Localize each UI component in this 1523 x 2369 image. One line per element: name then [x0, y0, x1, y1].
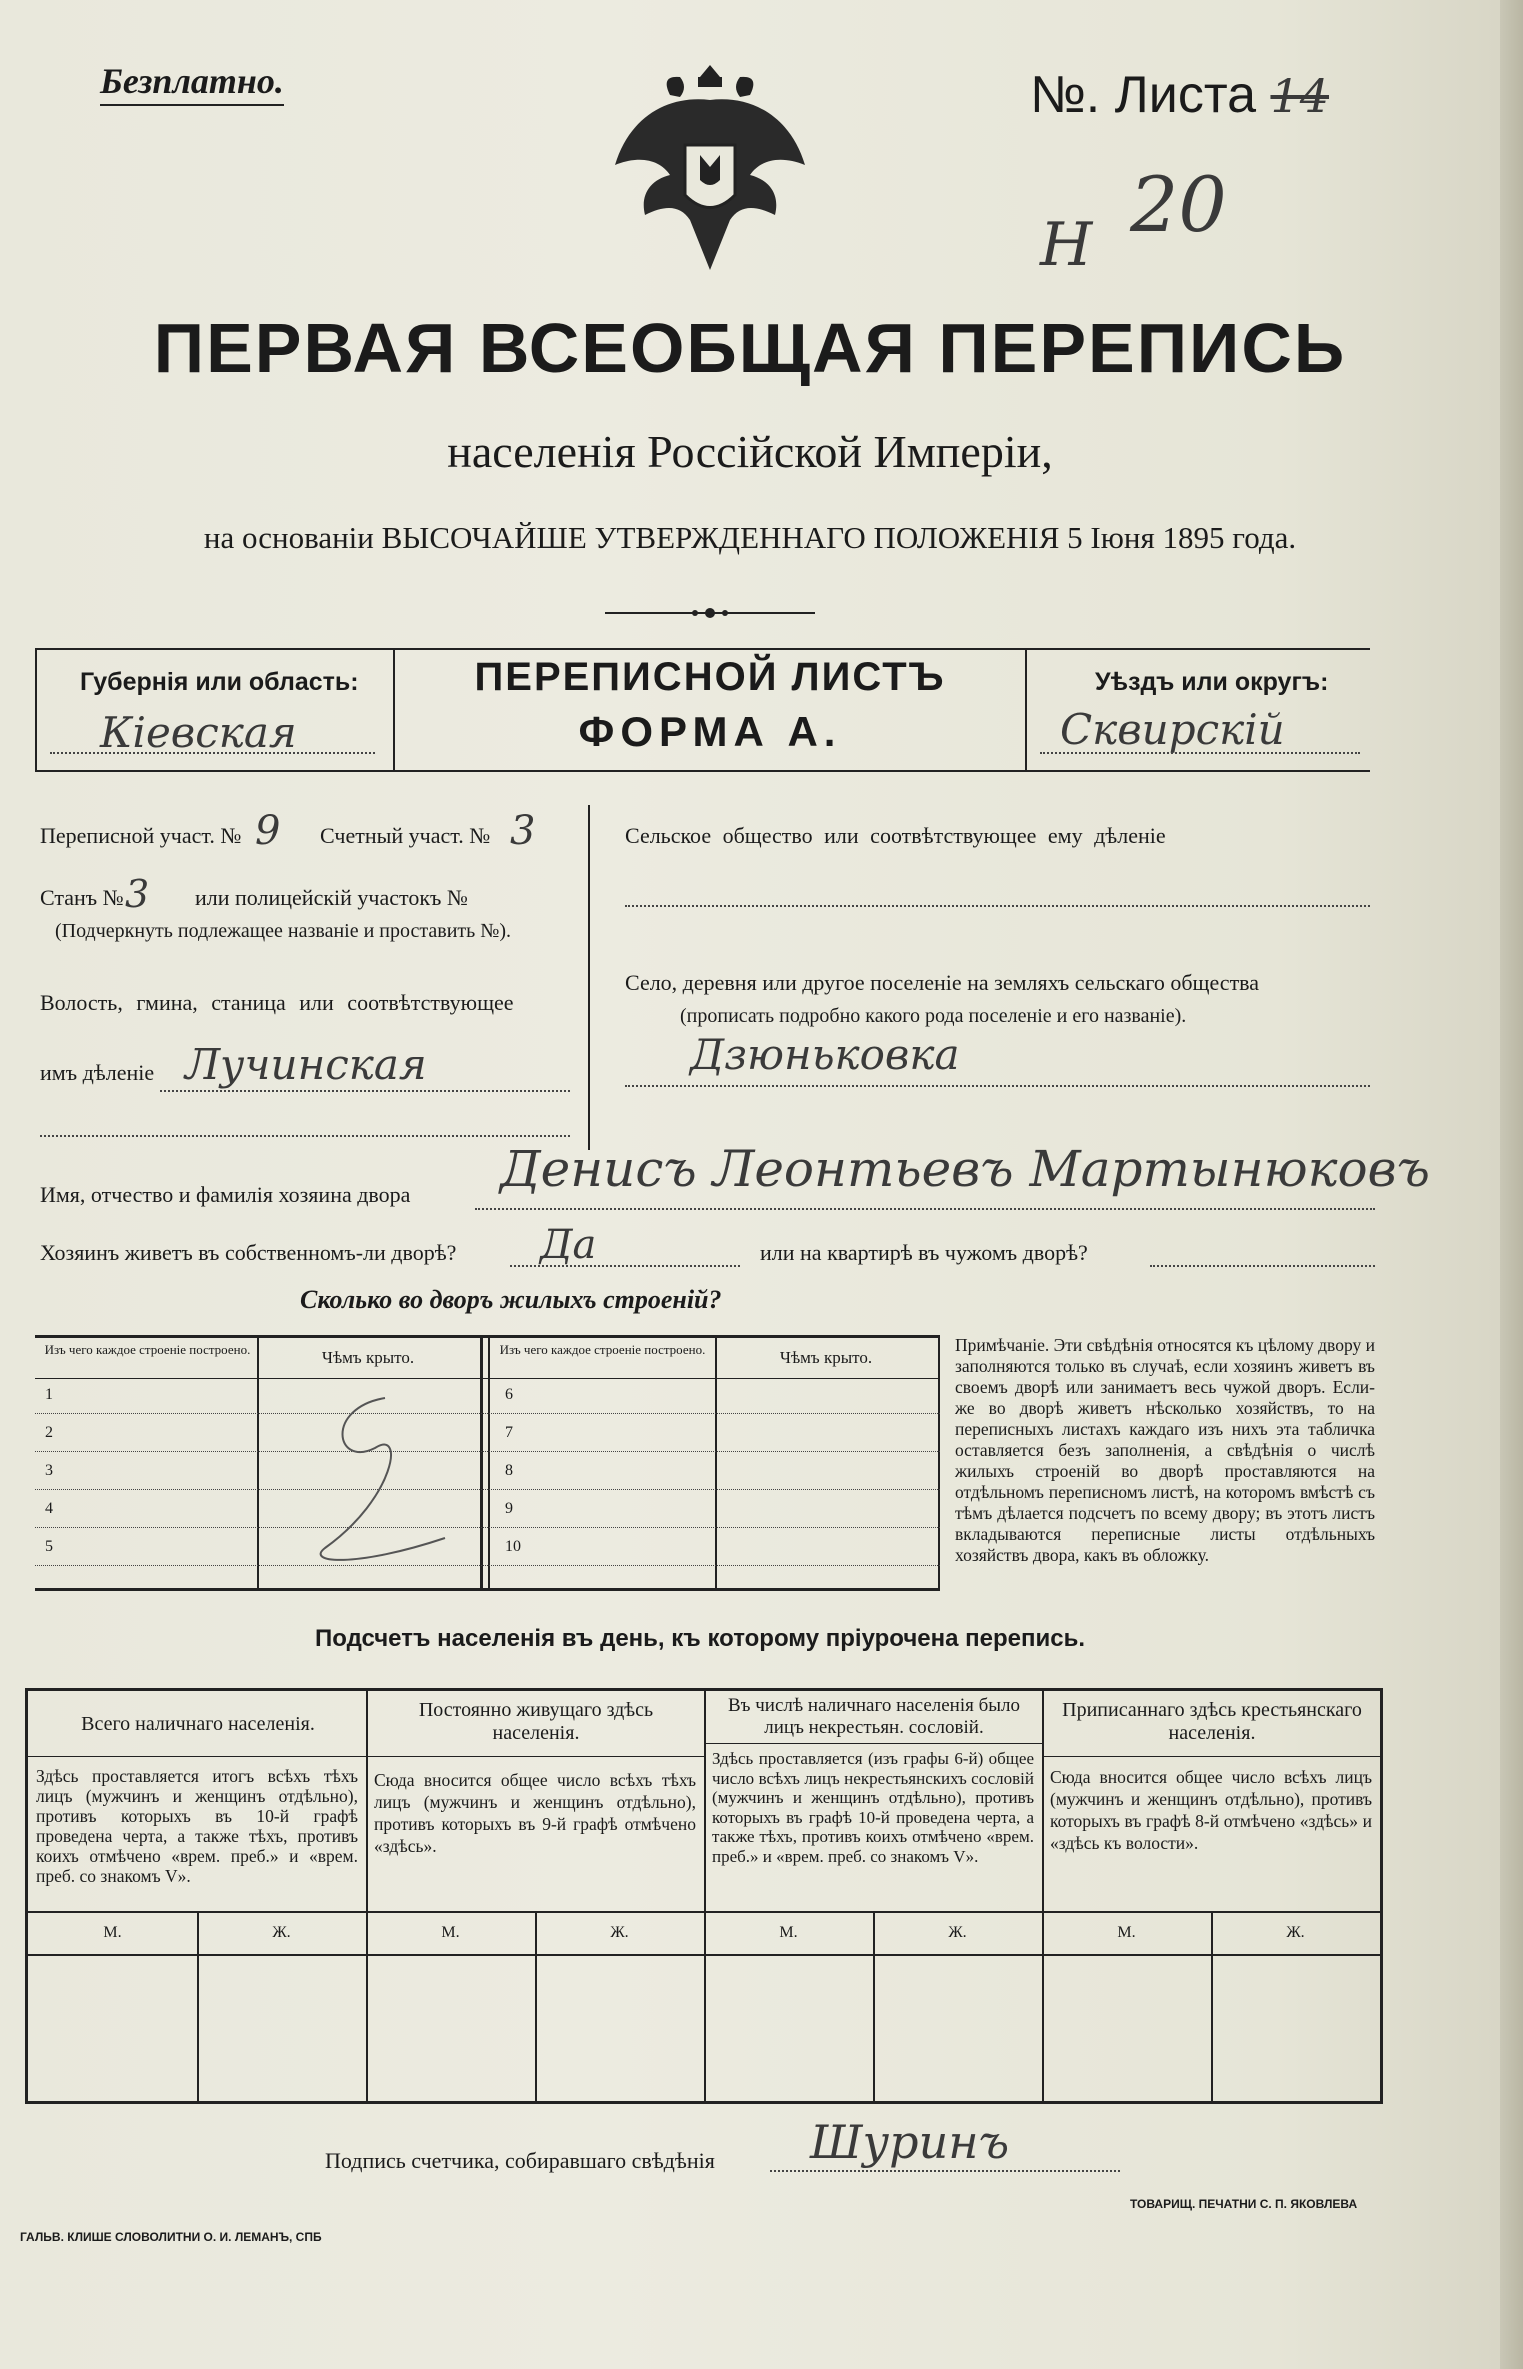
pop-col-4-body: Сюда вносится общее число всѣхъ лицъ (мужчинъ и женщинъ отдѣльно), противъ которыхъ въ графѣ 8-й отмѣчено «здѣсь» и «здѣсь къ волости».: [1050, 1767, 1372, 1853]
stan-label: Станъ №: [40, 885, 124, 910]
pop-col-1-head: Всего наличнаго населенія.: [81, 1713, 315, 1735]
coat-of-arms-icon: [610, 55, 810, 285]
uezd-value: Сквирскій: [1060, 705, 1285, 754]
stan-value: 3: [125, 872, 150, 916]
handwritten-scribble: [265, 1378, 465, 1583]
sheet-number-label: №. Листа 14: [1030, 66, 1330, 124]
row-4: 4: [45, 1500, 53, 1517]
gubernia-value: Кіевская: [100, 708, 297, 757]
buildings-question: Сколько во дворъ жилыхъ строеній?: [300, 1285, 722, 1314]
perepis-uchast-value: 9: [255, 808, 281, 854]
row-3: 3: [45, 1462, 53, 1479]
subtitle: населенія Россійской Имперіи,: [447, 426, 1053, 477]
pop-col-4-head: Приписаннаго здѣсь крестьянскаго населенія.: [1062, 1699, 1362, 1744]
row-7: 7: [505, 1424, 513, 1441]
population-title: Подсчетъ населенія въ день, къ которому пріурочена перепись.: [315, 1625, 1085, 1652]
schet-uchast-value: 3: [510, 808, 536, 854]
volost-label-2: имъ дѣленіе: [40, 1060, 155, 1085]
row-10: 10: [505, 1538, 521, 1555]
col-material-left: Изъ чего каждое строеніе построено.: [44, 1342, 251, 1357]
page-edge: [1500, 0, 1523, 2369]
row-2: 2: [45, 1424, 53, 1441]
rent-label: или на квартирѣ въ чужомъ дворѣ?: [760, 1240, 1088, 1265]
form-title-2: ФОРМА А.: [578, 708, 842, 755]
pop-zh-2: Ж.: [610, 1924, 629, 1941]
sheet-number-handwritten-prefix: Н: [1040, 210, 1093, 280]
perepis-uchast-label: Переписной участ. №: [40, 823, 242, 848]
sheet-number-handwritten-2: 20: [1130, 160, 1227, 249]
row-8: 8: [505, 1462, 513, 1479]
society-label: Сельское общество или соотвѣтствующее ему дѣленіе: [625, 823, 1166, 848]
volost-value: Лучинская: [185, 1040, 427, 1089]
pop-col-1-body: Здѣсь проставляется итогъ всѣхъ тѣхъ лицъ (мужчинъ и женщинъ отдѣльно), противъ которыхъ въ 10-й графѣ проведена черта, а также тѣхъ, противъ коихъ отмѣчено «врем. преб.» и «врем. преб. со знакомъ V».: [36, 1766, 358, 1886]
footer-left: ГАЛЬВ. КЛИШЕ СЛОВОЛИТНИ О. И. ЛЕМАНЪ, СПБ: [20, 2230, 322, 2244]
col-roof-left: Чѣмъ крыто.: [321, 1348, 415, 1367]
pop-m-4: М.: [1117, 1924, 1136, 1941]
buildings-note: Примѣчаніе. Эти свѣдѣнія относятся къ цѣлому двору и заполняются только въ случаѣ, если хозяинъ живетъ въ своемъ дворѣ или занимаетъ весь чужой дворъ. Если-же во дворѣ живетъ нѣсколько хозяйствъ, то на переписныхъ листахъ каждаго изъ нихъ эта табличка оставляется безъ заполненія, а свѣдѣнія о числѣ жилыхъ строеній во дворѣ проставляются на отдѣльномъ переписномъ листѣ, на которомъ вмѣстѣ съ тѣмъ дѣлается подсчетъ по всему двору; въ этотъ листъ вкладываются переписные листы отдѣльныхъ хозяйствъ двора, какъ въ обложку.: [955, 1335, 1375, 1565]
row-9: 9: [505, 1500, 513, 1517]
owner-name-value: Денисъ Леонтьевъ Мартынюковъ: [500, 1140, 1430, 1198]
gubernia-label: Губернія или область:: [80, 668, 359, 696]
own-yard-label: Хозяинъ живетъ въ собственномъ-ли дворѣ?: [40, 1240, 457, 1265]
village-note: (прописать подробно какого рода поселеніе и его названіе).: [680, 1005, 1187, 1027]
ornament-divider: [605, 606, 815, 620]
police-label: или полицейскій участокъ №: [195, 885, 468, 910]
pop-zh-1: Ж.: [272, 1924, 291, 1941]
pop-m-3: М.: [779, 1924, 798, 1941]
row-5: 5: [45, 1538, 53, 1555]
volost-label-1: Волость, гмина, станица или соотвѣтствующее: [40, 990, 514, 1015]
col-roof-right: Чѣмъ крыто.: [779, 1348, 873, 1367]
pop-m-1: М.: [103, 1924, 122, 1941]
sheet-number-handwritten: 14: [1270, 69, 1330, 123]
pop-col-3-head: Въ числѣ наличнаго населенія было лицъ некрестьян. сословій.: [727, 1695, 1021, 1738]
pop-col-2-head: Постоянно живущаго здѣсь населенія.: [418, 1699, 654, 1744]
village-label: Село, деревня или другое поселеніе на земляхъ сельскаго общества: [625, 970, 1260, 995]
signature-label: Подпись счетчика, собиравшаго свѣдѣнія: [325, 2148, 715, 2173]
signature-value: Шуринъ: [810, 2115, 1010, 2169]
main-title: ПЕРВАЯ ВСЕОБЩАЯ ПЕРЕПИСЬ: [153, 309, 1347, 387]
pop-m-2: М.: [441, 1924, 460, 1941]
schet-uchast-label: Счетный участ. №: [320, 823, 491, 848]
basis-line: на основаніи ВЫСОЧАЙШЕ УТВЕРЖДЕННАГО ПОЛОЖЕНІЯ 5 Іюня 1895 года.: [203, 520, 1297, 555]
uezd-label: Уѣздъ или округъ:: [1095, 668, 1329, 696]
pop-col-2-body: Сюда вносится общее число всѣхъ тѣхъ лицъ (мужчинъ и женщинъ отдѣльно), противъ которыхъ въ 9-й графѣ отмѣчено «здѣсь».: [374, 1770, 696, 1856]
owner-name-label: Имя, отчество и фамилія хозяина двора: [40, 1182, 411, 1207]
form-title-1: ПЕРЕПИСНОЙ ЛИСТЪ: [474, 655, 946, 699]
pop-zh-3: Ж.: [948, 1924, 967, 1941]
pop-col-3-body: Здѣсь проставляется (изъ графы 6-й) общее число всѣхъ лицъ некрестьянскихъ сословій (мужчинъ и женщинъ отдѣльно), противъ которыхъ въ графѣ 10-й проведена черта, а также тѣхъ, противъ коихъ отмѣчено «врем. преб.» и «врем. преб. со знакомъ V».: [712, 1749, 1034, 1866]
free-label: Безплатно.: [100, 60, 284, 106]
col-material-right: Изъ чего каждое строеніе построено.: [499, 1342, 706, 1357]
village-value: Дзюньковка: [690, 1030, 960, 1079]
footer-right: ТОВАРИЩ. ПЕЧАТНИ С. П. ЯКОВЛЕВА: [1130, 2197, 1358, 2211]
row-1: 1: [45, 1386, 53, 1403]
pop-zh-4: Ж.: [1286, 1924, 1305, 1941]
row-6: 6: [505, 1386, 513, 1403]
underline-note: (Подчеркнуть подлежащее названіе и проставить №).: [55, 920, 511, 942]
own-yard-value: Да: [540, 1222, 597, 1268]
buildings-table: [35, 1335, 940, 1591]
population-table: [25, 1688, 1383, 2104]
